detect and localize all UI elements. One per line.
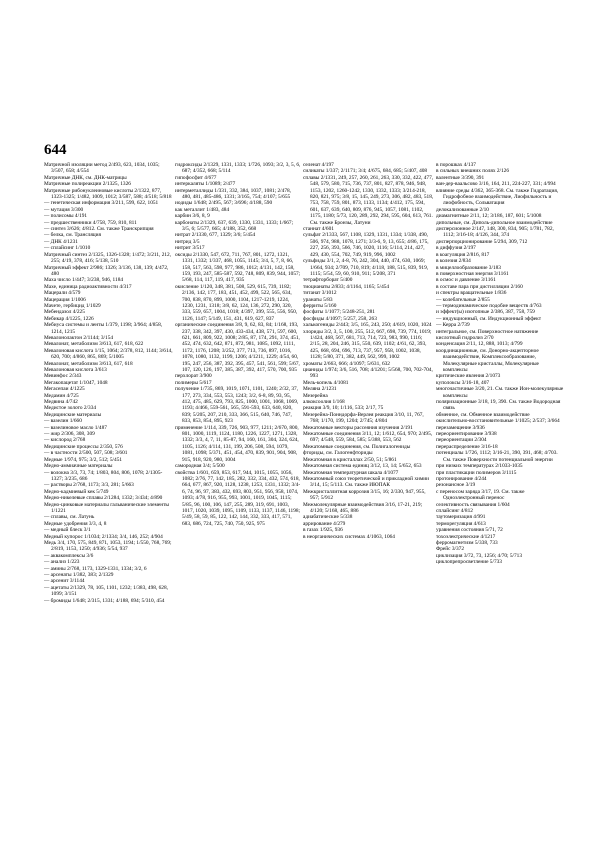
index-entry: Матричный эффект 2/986; 1326; 3/136, 138, 139; 4/472, 480	[44, 264, 169, 277]
index-entry: в коагуляция 2/816, 817	[436, 251, 490, 258]
index-entry: терморегуляция 4/613	[436, 520, 486, 527]
index-entry: — полисомы 4/191	[44, 213, 88, 220]
index-entry: резонансное 3/19	[436, 482, 476, 489]
index-entry: станнат 4/601	[303, 226, 334, 233]
index-entry: интерметаллиды 1/331, 332, 384, 1037, 1081; 2/478, 480, 481, 485-486, 1331; 3/165, 754; 4/107; 5/655	[175, 187, 292, 201]
index-entry: — индукционный, см. Индукционный эффект	[436, 315, 542, 322]
index-entry: уранаты 5/83	[303, 296, 333, 303]
index-entry: делокализованные 2/10	[436, 206, 489, 213]
index-entry: — анализ 1/223	[44, 559, 80, 566]
index-entry: Медистое золото 2/334	[44, 405, 97, 412]
index-entry: Медно-аммиачные материалы	[44, 463, 113, 470]
index-entry: — Керра 2/739	[436, 322, 470, 329]
index-entry: Медно-цинковые материалы гальванические элементы 1/1221	[44, 501, 169, 514]
page-number: 644	[44, 142, 67, 158]
index-entry: полимеры 5/617	[175, 379, 212, 386]
index-entry: — сплавы, см. Латунь	[44, 514, 95, 521]
index-entry: силикаты 1/337; 2/1171; 3/4; 4/675, 684, 685; 5/407, 408	[303, 168, 428, 175]
index-entry: — вазелин 1/660	[44, 418, 82, 425]
index-entry: Меляна 2/1231	[303, 386, 337, 393]
index-entry: Медные удобрения 3/3, 4, 8	[44, 520, 107, 527]
index-entry: фториды, см. Галогенфториды	[303, 450, 373, 457]
index-entry: в диффузия 2/197	[436, 245, 476, 252]
index-entry: Мевалонат, метаболизм 3/613, 617, 618	[44, 360, 133, 367]
index-entry: конденсация 2/11, 12, 888, 1013; 4/799	[436, 341, 523, 348]
index-entry: дисперпорционирование 5/294, 309, 712	[436, 238, 528, 245]
index-entry: дисперсионное 2/147, 148, 300, 834, 905; 1/781, 782, 1112; 3/16-18; 4/126, 344, 374	[436, 226, 554, 239]
index-entry: влияние среды 4/362, 365-368. См. также Гидратация, Гидрофобное взаимодействие, Лиофильность и лиофобность, Сольватация	[436, 187, 559, 207]
index-entry: Межатомная система единиц 3/12, 13, 14; 5/652, 653	[303, 463, 422, 470]
index-entry: нитрит 3/517	[175, 245, 205, 252]
index-entry: — амины 2/768, 1173, 1329-1331, 1334; 3/2, 6	[44, 565, 147, 572]
index-entry: и эффект(ы) изотопные 2/386, 387, 758, 759	[436, 309, 535, 316]
index-entry: сплайсинг 4/812	[436, 507, 473, 514]
index-column-4	[436, 162, 564, 838]
index-entry: — ДНК 4/1231	[44, 238, 78, 245]
index-entry: нитрид 3/5	[175, 238, 200, 245]
index-entry: — белка, см. Трансляция	[44, 232, 101, 239]
index-entry: — арсенит 3/1144	[44, 578, 85, 585]
index-entry: в колезия 2/834	[436, 258, 471, 265]
index-entry: валентные 3/390, 391	[436, 174, 485, 181]
index-entry: с переносом заряда 3/17, 19. См. также Одноэлектронный перенос	[436, 488, 525, 502]
index-entry: тетрафторборат 5/400	[303, 277, 353, 284]
index-entry: Межатомная в кристаллах 2/50, 51; 5/861	[303, 456, 397, 463]
index-entry: ферриты 5/160	[303, 302, 337, 309]
index-entry: многочастичные 3/20, 21. См. также Ион-молекулярные комплексы	[436, 386, 564, 399]
index-entry: — арсенаты 1/382, 383; 2/1329	[44, 572, 114, 578]
index-entry: Фрейс 3/372	[436, 546, 465, 553]
index-entry: интегральное, см. Поверхностное натяжение	[436, 328, 539, 335]
index-entry: адиабатические 5/338	[303, 514, 353, 521]
index-entry: перезамещение 3/936	[436, 424, 485, 431]
index-column-1	[44, 162, 173, 838]
index-entry: селективность связывания 1/604	[436, 501, 510, 508]
index-entry: в мицеллообразование 3/183	[436, 264, 501, 271]
index-entry: оксиды 2/1330, 547, 672, 711, 767, 801, 1272, 1321, 1331, 1332; 1/337, 468, 1055, 1145; 3/4, 5, 7, 8, 66, 158, 517, 563, 598, 977, 986, 1012; 4/131, 142, 158, 159, 193, 247, 585-587, 592, 748, 809, 839, 944, 1057; 5/68, 114, 117, 119, 417, 935	[175, 251, 301, 284]
index-entry: Медно-кадмиевый кек 5/749	[44, 488, 109, 495]
index-entry: сульфат 2/1333, 567, 1108, 1329, 1331, 1334; 1/338, 490, 506, 974, 988, 1078, 1271; 3/3-6, 9, 13, 655; 4/86, 175, 227, 256, 393, 566, 746, 1020, 1116; 5/114, 214, 427, 429, 430, 554, 702, 749, 919, 996, 1002	[303, 232, 429, 258]
index-entry: Маха число 1/447; 3/238, 946, 1184	[44, 277, 124, 284]
index-entry: Медно-никелевые сплавы 2/1284, 1332; 3/434; 4/890	[44, 495, 163, 502]
index-entry: окисление 1/120, 348, 381, 508, 529, 615, 739, 1182; 2/136, 142, 177, 183, 451, 452, 499, 522, 565, 634, 700, 838, 870, 899, 1000, 1104, 1217-1219, 1224, 1230, 1231, 1318; 3/8, 62, 124, 136, 272, 290, 320, 333, 559, 657, 1004, 1018; 4/397, 399, 555, 556, 950, 1126, 1147; 5/149, 151, 431, 619, 627, 837	[175, 283, 298, 322]
index-entry: Медамин 4/725	[44, 392, 79, 399]
index-entry: селенат 4/197	[303, 162, 334, 168]
index-entry: Межкристаллитная коррозия 3/15, 16; 2/330, 947, 955, 957; 5/912	[303, 488, 426, 502]
index-entry: при низких температурах 2/1033-1035	[436, 463, 523, 470]
index-entry: — в частности 2/500, 507, 508; 3/601	[44, 450, 128, 457]
index-entry: Медь 3/4, 170, 575, 849, 871, 1053, 1194; 1/550, 768, 769; 2/819, 1153, 1250; 4/936; 5/54, 937	[44, 539, 172, 553]
index-entry: циклопрепросветление 5/733	[436, 559, 502, 566]
index-entry: Межмолекулярные взаимодействия 3/16, 17-21, 219; 4/120; 5/168, 465, 886	[303, 501, 423, 514]
index-entry: Матричные рибонуклеиновые кислоты 2/1322, 877, 1323-1325; 1/482, 1009, 1012; 3/587, 588; 4/518; 5/818	[44, 187, 172, 201]
index-entry: критические явления 2/1073	[436, 373, 501, 380]
index-entry: Межатомные векторы рассеяния изучения 2/191	[303, 424, 413, 431]
index-entry: Матричные ДНК, см. ДНК-матрицы	[44, 174, 127, 181]
index-entry: Мезерейна	[303, 392, 328, 399]
index-entry: Мацерация 1/1006	[44, 296, 86, 303]
index-entry: и спектры вращательные 1/836	[436, 290, 507, 297]
index-entry: Мегасепаи 4/1225	[44, 386, 85, 393]
index-entry: в сильных внешних полях 2/126	[436, 168, 510, 175]
index-entry: переориентирование 3/938	[436, 431, 497, 438]
index-entry: сплавы 2/1331, 249, 257, 260, 261, 263, 330, 332, 422, 477, 548, 579, 580, 715, 736, 737, 801, 827, 878, 946, 948, 1153, 1202, 1260-1242, 1330, 1332, 1333; 3/214-218, 820, 821, 975; 3/8, 15, 145, 249, 273, 306, 482, 483, 518, 753, 758, 759, 801, 873, 1133, 1134; 4/412, 175, 594, 601, 637, 639, 640, 809, 876, 945, 1057, 1081, 1102, 1175, 1180; 5/73, 120, 289, 292, 294, 595, 604, 613, 761. См. также Бронзы, Латуни	[303, 174, 434, 226]
index-entry: переориентации 2/304	[436, 437, 487, 444]
index-entry: в осмос и давление 3/1161	[436, 277, 496, 284]
index-entry: дипольные, см. Диполь-дипольное взаимодействие	[436, 219, 553, 226]
index-entry: Мебикар 4/1225, 1226	[44, 315, 94, 322]
index-entry: Мевалонат, метаболизм 3/613, 617, 618, 622	[44, 341, 144, 348]
index-entry: Мачете, гербицид 1/1029	[44, 302, 101, 309]
index-entry: Мезерейна-Понндорфа-Верлея реакция 3/10, 11, 767, 768; 1/170, 199, 1204; 2/745; 4/804	[303, 411, 424, 425]
index-entry: ван-дер-ваальсово 3/16, 164, 211, 224-227, 331; 4/994	[436, 181, 556, 188]
index-entry: циклизация 3/72, 73, 1256; 4/70; 5/713	[436, 552, 523, 559]
index-entry: — растворы 2/768, 1173; 3/3, 281; 5/663	[44, 482, 134, 489]
index-entry: — вазелиновое масло 1/487	[44, 424, 107, 431]
index-entry: — ацетаты 2/1329, 78, 105, 1101, 1232; 1/383, 498, 628, 1099; 3/151	[44, 584, 168, 598]
index-entry: перхлорат 3/900	[175, 373, 212, 380]
index-entry: Межатомная температурная шкала 4/1077	[303, 469, 399, 476]
index-entry: — волокна 3/3, 73, 74; 1/803, 804, 806, 1078; 2/1305-1327; 3/235, 686	[44, 469, 163, 482]
index-entry: как металлит 1/483, 484	[175, 206, 230, 213]
index-entry: титанат 3/1012	[303, 290, 337, 297]
index-columns	[44, 162, 564, 838]
index-entry: нитрат 2/1330, 677, 1329; 3/6; 5/454	[175, 232, 256, 239]
index-entry: поляризационные 3/18, 19, 390. См. также Водородная связь	[436, 399, 561, 412]
index-entry: — колебательные 2/855	[436, 296, 490, 303]
index-entry: хлориды 3/2, 3, 5, 100, 255, 512, 667, 698, 739, 774, 1019; 1/424, 468, 567, 681, 713, 714, 723, 983, 990, 1116; 2/15, 28, 204, 246, 315, 550, 639, 1102; 4/61, 62, 393, 425, 668, 694, 696, 713, 737, 957, 958, 1002, 1038, 1128; 5/80, 371, 382, 449, 562, 999, 1002	[303, 328, 432, 361]
index-entry: — кислород 2/768	[44, 437, 86, 444]
index-column-2	[175, 162, 301, 838]
index-entry: гипофосфит 4/677	[175, 174, 217, 181]
index-entry: органические соединения 3/8, 9, 62, 83, 84; 1/168, 193, 237, 338, 342, 397, 430, 433-434, 438, 571, 597, 600, 621, 661, 809, 922, 1008; 2/85, 87, 174, 291, 374, 451, 452, 474, 632, 642, 871, 872, 981, 1085, 1092, 1111, 1172, 1176, 1208; 3/252, 377, 713, 736, 897, 1016, 1078, 1080, 1132, 1199, 1206; 4/1211, 1229; 4/54, 60, 195, 247, 256, 387, 392, 395, 457, 541, 561, 599; 5/67, 107, 120, 126, 197, 385, 387, 392, 417, 570, 700, 935	[175, 322, 300, 373]
index-entry: тиоцианаты 2/833; 4/1164, 1165; 5/454	[303, 283, 390, 290]
index-entry: Мегакопацетат 1/1047, 1048	[44, 379, 108, 386]
index-entry: интеркаляты 1/1089; 2/477	[175, 181, 236, 188]
index-entry: Мацерали 4/579	[44, 290, 81, 297]
index-entry: координационные, см. Донорно-акцепторное взаимодействие, Комплексообразование, Молекулярные кристаллы, Молекулярные комплексы	[436, 347, 539, 373]
index-entry: фосфиды 4/1097; 5/257, 258, 263	[303, 315, 377, 322]
index-entry: применение 1/114, 339, 726, 903, 977, 1211; 2/670, 800, 801, 1000, 1119, 1124, 1180, 1226, 1227, 1271, 1328, 1332; 3/3, 4, 7, 11, 85-87, 94, 160, 161, 304, 324, 624, 1105, 1126; 4/114, 131, 199, 206, 508, 594, 1079, 1081, 1098; 5/371, 451, 454, 470, 839, 901, 904, 908, 915, 918, 920, 980, 1004	[175, 424, 299, 463]
index-entry: — бромиды 1/648; 2/315, 1331; 4/188, 694; 5/310, 454	[44, 597, 165, 604]
index-entry: при пластикации полимеров 3/1115	[436, 469, 517, 476]
index-entry: Мевинфос 2/343	[44, 373, 82, 380]
index-entry: потенциалы 1/726, 1112; 3/16-21, 390, 391, 468; 4/703. См. также Поверхности потенциальной энергии	[436, 450, 558, 463]
index-entry: Мебендазол 4/225	[44, 309, 85, 316]
index-entry: самородная 3/4; 5/500	[175, 463, 225, 470]
index-entry: иодиды 1/648; 2/495, 567; 3/696; 4/188, 590	[175, 200, 273, 207]
index-entry: обменное, см. Обменное взаимодействие	[436, 411, 530, 418]
index-entry: в газах 1/925, 936	[303, 527, 343, 534]
index-entry: Мебиуса системы и ленты 1/379, 1198; 3/964; 4/858, 1214, 1215	[44, 322, 163, 335]
index-entry: алкоксоолия 1/168	[303, 399, 345, 406]
index-entry: — термодинамическое подобие веществ 4/763	[436, 302, 542, 309]
index-entry: Мель-копель 4/1081	[303, 379, 349, 386]
index-entry: карбонаты 2/1329, 637, 639, 1330, 1331, 1333; 1/667; 3/5, 6; 5/577, 665; 4/188, 352, 668	[175, 219, 294, 233]
index-entry: реакция 3/9, 10; 1/116, 533; 2/17, 75	[303, 405, 384, 412]
index-entry: окислительно-восстановительные 1/1025; 2/537; 3/664	[436, 418, 560, 425]
index-entry: Медицинские материалы	[44, 411, 102, 418]
index-entry: Матричной изоляции метод 2/493, 623, 1034, 1035; 3/507, 658; 4/554	[44, 162, 160, 175]
index-column-3	[303, 162, 434, 838]
index-entry: протонирование 4/244	[436, 475, 487, 482]
index-entry: Матричные полиреакции 2/1325, 1326	[44, 181, 131, 188]
index-entry: Межатомные соединения 3/11, 12; 1/612, 654, 970; 2/495, 697; 4/548, 559, 584, 585; 5/388, 553, 562	[303, 431, 433, 444]
index-entry: Мевалоновая кислота 3/613	[44, 367, 107, 373]
index-entry: в составе пара при дистилляции 2/160	[436, 283, 523, 290]
index-entry: — синтез 3/626; 4/812. См. также Транскрипция	[44, 226, 154, 233]
index-entry: куполоксы 3/16-18, 407	[436, 379, 490, 386]
index-entry: тохоэлектрические 4/1217	[436, 533, 496, 540]
index-entry: — медный блеск 3/1	[44, 527, 91, 534]
index-entry: Мевалоновая кислота 1/15, 1064; 2/378, 812, 1144; 3/614, 620, 700; 4/860, 865, 869; 5/1005	[44, 347, 173, 361]
index-entry: Медные 1/974, 975; 3/2, 512; 5/451	[44, 456, 123, 463]
index-entry: Медвина 4/742	[44, 399, 78, 406]
index-entry: — генетическая информация 3/211, 599, 622, 1051	[44, 200, 159, 207]
index-entry: диамагнитные 2/11, 12; 3/186, 187, 601; 5/1008	[436, 213, 542, 220]
index-entry: Медный купорос 1/1034; 2/1334; 3/4, 146, 252; 4/904	[44, 533, 163, 540]
index-entry: фосфаты 1/1077; 5/248-251, 281	[303, 309, 375, 316]
index-entry: гидроксиды 2/1329, 1331, 1333; 1/726, 1093; 3/2, 3, 5, 6, 687; 4/352, 668; 5/114	[175, 162, 301, 175]
index-entry: сульфиды 3/1, 2, 4-8, 76, 242, 304, 440, 474, 630, 1069; 1/664, 934; 2/709, 710, 819; 4/118, 188, 515, 839, 919, 1115; 5/54, 59, 60, 910, 911; 5/208, 371	[303, 258, 429, 277]
index-entry: кислотный гидролиз 2/70	[436, 334, 494, 341]
index-entry: цианиды 1/974; 3/6, 516, 708; 4/1201; 5/568, 700, 702-704, 993	[303, 367, 433, 380]
index-entry: в неорганических системах 4/1063, 1064	[303, 533, 395, 540]
index-entry: Мевалонолактон 2/1144; 3/154	[44, 334, 114, 341]
index-entry: — аквакомплексы 3/6	[44, 552, 94, 559]
index-entry: Матричный синтез 2/1325, 1326-1328; 1/472; 3/211, 212, 255; 4/19, 378, 416; 5/138, 510	[44, 251, 172, 265]
index-entry: Махе, единица радиоактивности 4/317	[44, 283, 132, 290]
index-entry: свойства 1/601, 659, 853, 617, 944, 1015, 1055, 1056, 1082; 2/76, 77, 142, 185, 282, 332, 334, 432, 574, 618, 664, 677, 867, 920, 1128, 1238, 1253, 1331, 1332; 3/4-6, 74, 96, 97, 383, 432, 693, 803, 951, 956, 958, 1074, 1093; 4/78, 916, 955, 993, 1001, 1019, 1045, 1115; 5/85, 96, 100, 106, 147, 255, 289, 319, 691, 1003, 1017, 1020, 1039, 1095, 1109, 1133, 1137, 1146, 1198; 5/49, 58, 59, 85, 122, 142, 144, 332, 333, 417, 571, 683, 686, 724, 725, 740, 750, 925, 975	[175, 469, 301, 527]
index-entry: карбин 3/6, 8, 9	[175, 213, 210, 220]
index-entry: Межатомные соединения, см. Полигалогениды	[303, 443, 411, 450]
index-entry: — мутация 3/300	[44, 206, 84, 213]
index-entry: получение 1/735, 869, 1019, 1071, 1101, 1240; 2/32, 37, 177, 273, 334, 553, 553, 1243; 3/2, 6-8, 89, 93, 95, 412, 475, 485, 629, 793, 825, 1000, 1001, 1068, 1069, 1193; 4/466, 559-561, 565, 591-593, 633, 640, 820, 839; 5/205, 207, 210, 333, 366, 515, 640, 746, 747, 833, 853, 854, 895, 923	[175, 386, 299, 425]
index-entry: ферромагнетизм 5/338, 733	[436, 539, 498, 546]
index-entry: аррирование 4/279	[303, 520, 346, 527]
index-entry: перераспределение 3/16-18	[436, 443, 498, 450]
index-entry: в порошках 4/137	[436, 162, 476, 168]
index-entry: хроматы 2/663, 666; 4/1097; 5/631, 632	[303, 360, 390, 367]
index-entry: халькогениды 2/443; 3/5, 165, 243, 250; 4/619, 1020, 1024	[303, 322, 432, 329]
index-entry: — сплайсинг 1/1010	[44, 245, 91, 252]
index-entry: Межатомный союз теоретической и прикладной химии 3/14, 15; 5/113. См. также ИЮПАК	[303, 475, 429, 489]
index-entry: — жир 2/306, 308, 309	[44, 431, 95, 438]
index-entry: таутомеризация 4/991	[436, 514, 486, 521]
index-entry: в поверхностная энергия 3/1161	[436, 270, 509, 277]
index-entry: — предшественники 4/758, 759, 810, 811	[44, 219, 137, 226]
index-entry: Медицинские процессы 2/350, 576	[44, 443, 123, 450]
index-entry: уравнения состояния 5/71, 72	[436, 527, 503, 534]
